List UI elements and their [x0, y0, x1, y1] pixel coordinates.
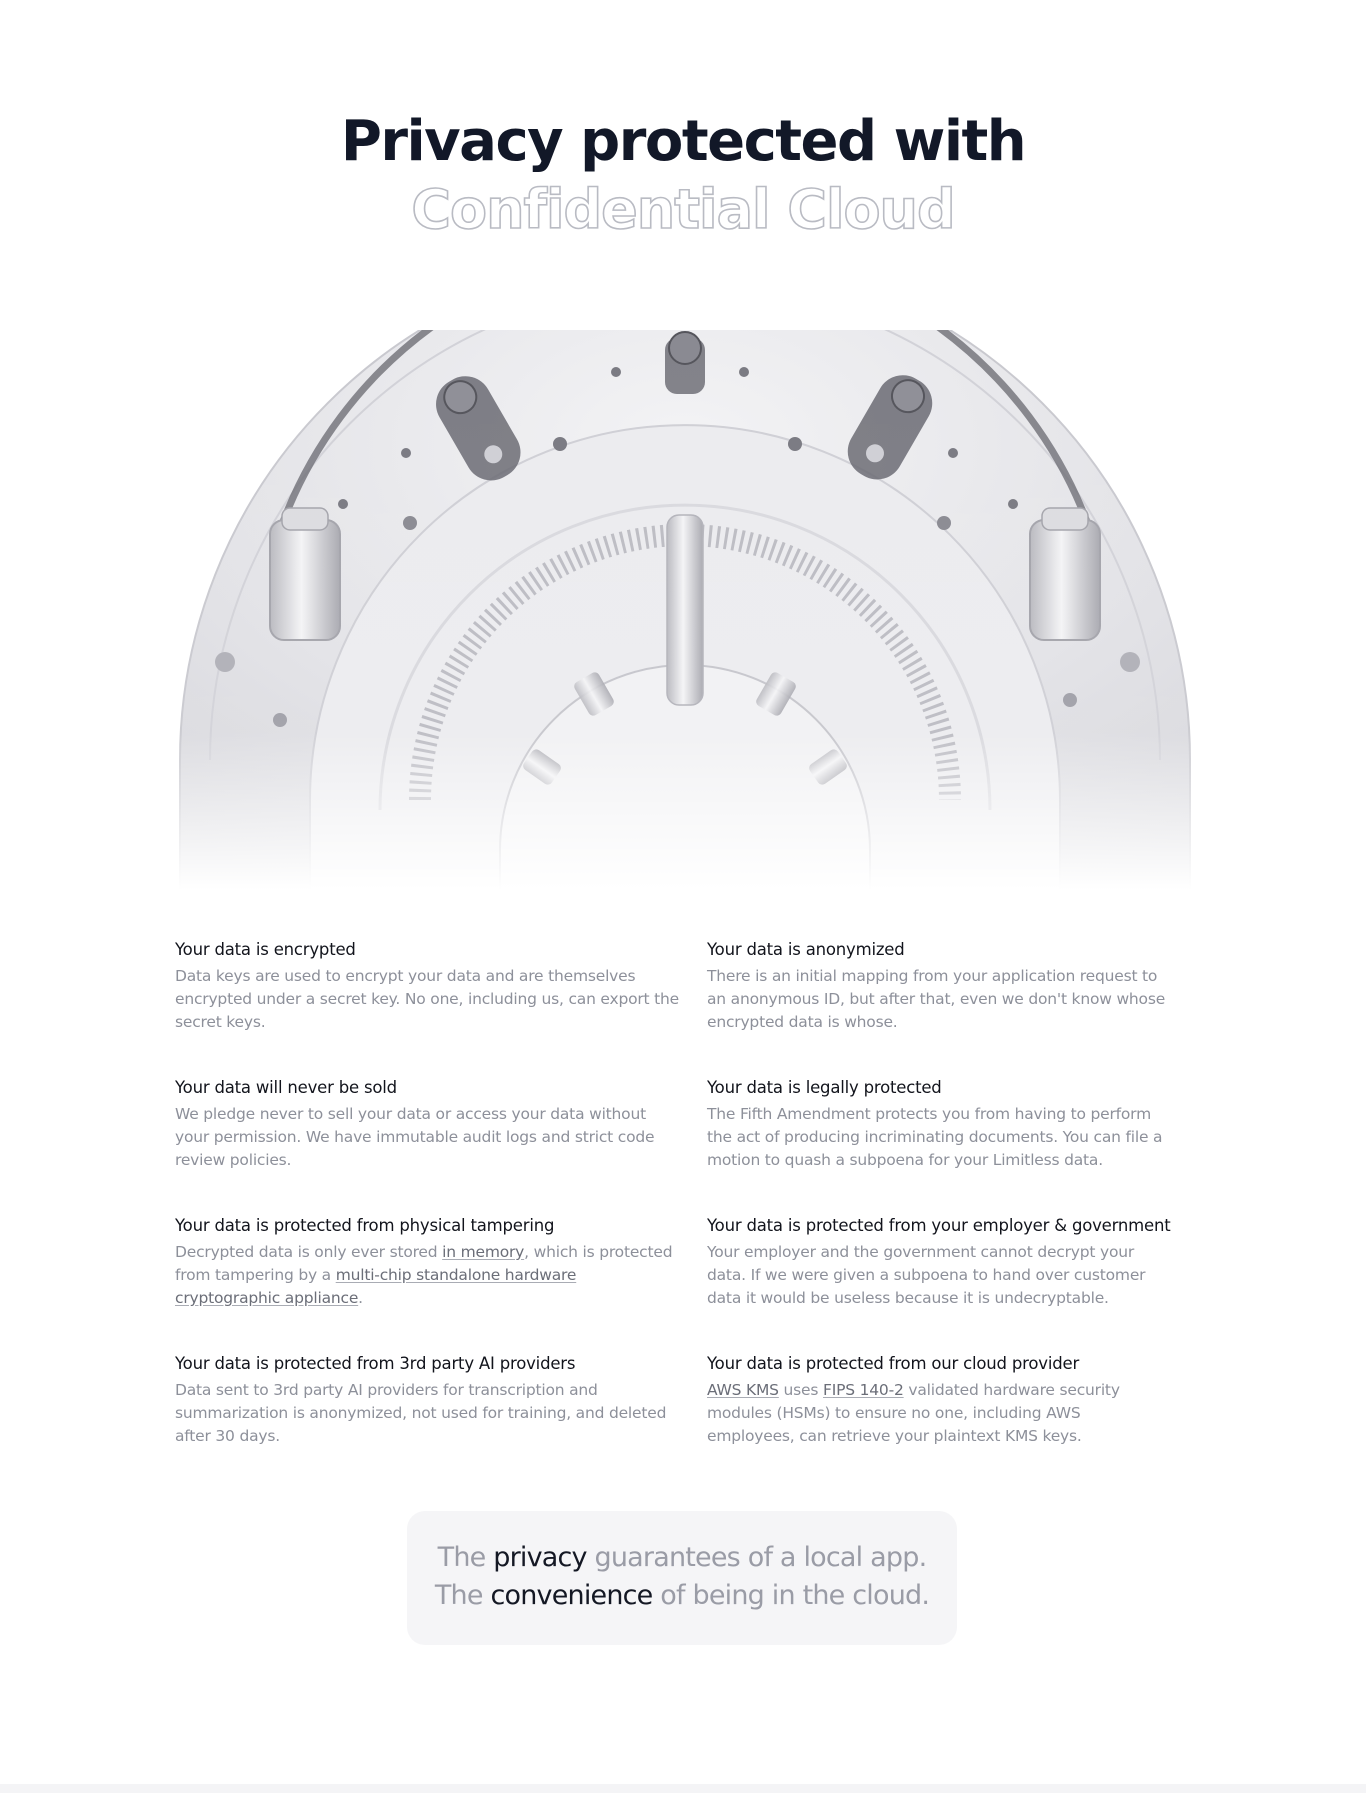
feature-body: We pledge never to sell your data or access your data without your permission. We have immutable audit logs and strict code review policies. — [175, 1105, 655, 1169]
aws-kms-link[interactable]: AWS KMS — [707, 1381, 779, 1399]
tagline-emphasis-privacy: privacy — [493, 1542, 587, 1573]
feature-title: Your data is protected from our cloud provider — [707, 1354, 1080, 1373]
feature-body: Decrypted data is only ever stored in memory, which is protected from tampering by a multi-chip standalone hardware cryptographic appliance. — [175, 1243, 673, 1307]
feature-encrypted — [175, 938, 707, 1034]
tagline-card — [407, 1511, 957, 1645]
page-bottom-divider — [0, 1784, 1366, 1793]
feature-body: Data sent to 3rd party AI providers for transcription and summarization is anonymized, not used for training, and deleted after 30 days. — [175, 1381, 667, 1445]
fips-140-2-link[interactable]: FIPS 140-2 — [823, 1381, 904, 1399]
feature-anonymized — [707, 938, 1195, 1034]
feature-employer-government — [707, 1214, 1195, 1310]
in-memory-link[interactable]: in memory — [442, 1243, 525, 1261]
tagline-emphasis-convenience: convenience — [490, 1580, 653, 1611]
feature-body: Data keys are used to encrypt your data and are themselves encrypted under a secret key. No one, including us, can export the secret keys. — [175, 967, 679, 1031]
hero-title — [0, 108, 1366, 244]
feature-physical-tampering — [175, 1214, 707, 1310]
feature-cloud-provider — [707, 1352, 1195, 1448]
feature-title: Your data is protected from your employer & government — [707, 1216, 1171, 1235]
feature-body: There is an initial mapping from your application request to an anonymous ID, but after that, even we don't know whose encrypted data is whose. — [707, 967, 1166, 1031]
feature-body: Your employer and the government cannot decrypt your data. If we were given a subpoena to hand over customer data it would be useless because it is undecryptable. — [707, 1243, 1146, 1307]
feature-title: Your data is legally protected — [707, 1078, 942, 1097]
feature-never-sold — [175, 1076, 707, 1172]
feature-title: Your data will never be sold — [175, 1078, 397, 1097]
feature-title: Your data is protected from 3rd party AI providers — [175, 1354, 576, 1373]
feature-title: Your data is protected from physical tampering — [175, 1216, 555, 1235]
tagline-line-1: The privacy guarantees of a local app. — [437, 1542, 927, 1573]
tagline-line-2: The convenience of being in the cloud. — [434, 1580, 930, 1611]
feature-body: AWS KMS uses FIPS 140-2 validated hardware security modules (HSMs) to ensure no one, including AWS employees, can retrieve your plaintext KMS keys. — [707, 1381, 1120, 1445]
feature-title: Your data is encrypted — [175, 940, 356, 959]
features-grid — [175, 938, 1195, 1448]
hero-title-line-2-outlined: Confidential Cloud — [411, 178, 955, 241]
hero-title-line-1: Privacy protected with — [340, 109, 1026, 174]
feature-legally-protected — [707, 1076, 1195, 1172]
vault-door-image — [170, 330, 1200, 890]
feature-ai-providers — [175, 1352, 707, 1448]
hardware-appliance-link[interactable]: multi-chip standalone hardware cryptographic appliance — [175, 1266, 577, 1307]
feature-body: The Fifth Amendment protects you from having to perform the act of producing incriminating documents. You can file a motion to quash a subpoena for your Limitless data. — [707, 1105, 1163, 1169]
feature-title: Your data is anonymized — [707, 940, 905, 959]
